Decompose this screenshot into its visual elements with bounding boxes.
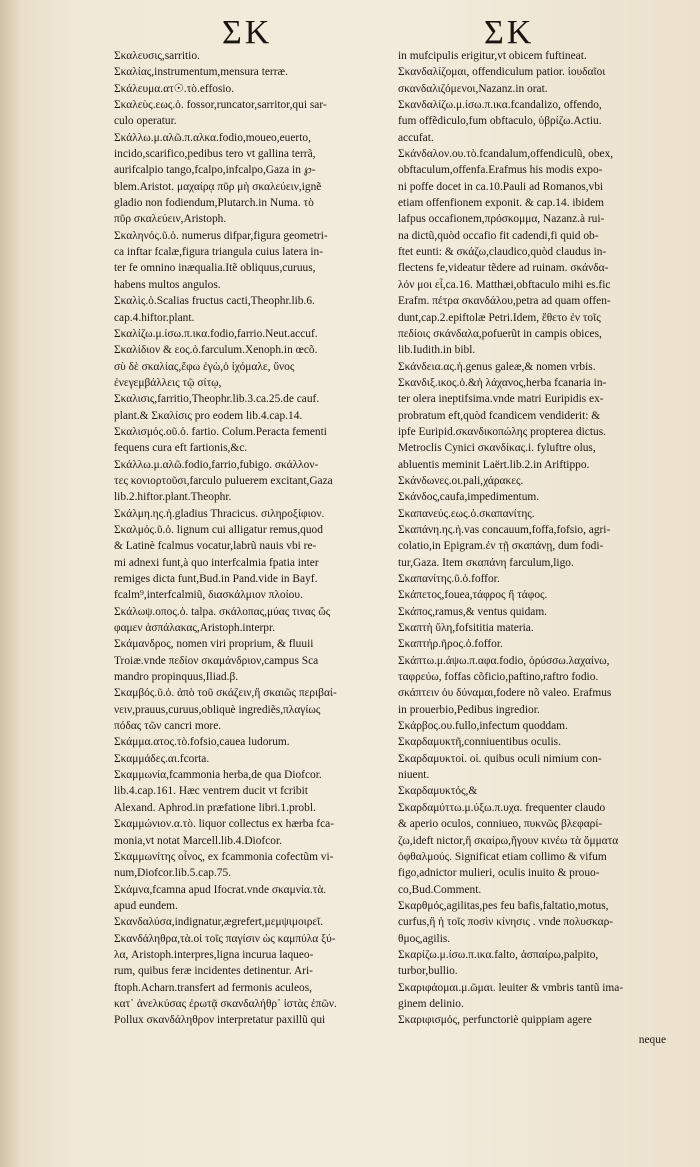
text-line: Erafm. πέτρα σκανδάλου,petra ad quam offen- [398,295,611,308]
text-line: ἐνεγεμβάλλεις τῷ σίτῳ, [114,376,222,389]
text-line: κατ᾽ ἀνελκύσας ἐρωτᾷ σκανδαλήθρ᾽ ἱστὰς ἐπῶν. [114,997,337,1010]
text-line: Σκάλλω.μ.αλῶ.π.αλκα.fodio,moueo,euerto, [114,131,311,144]
text-line: σκάπτειν ὀυ δύναμαι,fodere nõ valeo. Erafmus [398,687,612,700]
text-line: accufat. [398,131,434,144]
text-line: Σκαμβός.ῦ.ὁ. ἀπὸ τοῦ σκάζειν,ἢ σκαιῶς περιβαί- [114,687,337,700]
text-line: Σκαλισμός.οῦ.ὁ. fartio. Colum.Peracta fementi [114,425,327,438]
text-line: Σκαπανεύς.εως.ὁ.σκαπανίτης. [398,507,535,520]
text-line: in prouerbio,Pedibus ingredior. [398,703,540,716]
left-column [114,48,382,1029]
text-line: fum offẽdiculo,fum obftaculo, ὑβρίζω.Actiu. [398,115,602,128]
text-line: Σκάμνα,fcamna apud Ifocrat.vnde σκαμνία.τὰ. [114,883,327,896]
text-line: fequens cura eft fartionis,&c. [114,442,248,455]
text-line: etiam offenfionem exponit. & cap.14. ibidem [398,197,605,210]
text-line: Σκαρδαμυκτῆ,conniuentibus oculis. [398,736,561,749]
text-line: Σκαλὶς.ὁ.Scalias fructus cacti,Theophr.lib.6. [114,295,315,308]
text-line: Σκαλίας,instrumentum,mensura terræ. [114,66,288,79]
text-line: Σκαριφισμός, perfunctoriè quippiam agere [398,1014,592,1027]
text-line: ter fe omnino inæqualia.Itẽ obliquus,curuus, [114,262,316,275]
text-line: ftet eunti: & σκάζω,claudico,quòd claudus in- [398,246,607,259]
text-line: Σκαλισις,farritio,Theophr.lib.3.ca.25.de cauf. [114,393,320,406]
catchword: neque [638,1034,666,1046]
text-line: niuent. [398,769,430,782]
text-line: Σκάρβος.ου.fullo,infectum quoddam. [398,720,568,733]
text-line: Σκαπτὴ ὕλη,fofsititia materia. [398,622,534,635]
text-line: culo operatur. [114,115,177,128]
text-line: lib.2.hiftor.plant.Theophr. [114,491,232,504]
text-line: πόδας τῶν cancri more. [114,720,222,733]
text-line: rum, quibus feræ incidentes detinentur. Ari- [114,965,313,978]
text-line: θμος,agilis. [398,932,451,945]
text-line: Σκαλμός.ῦ.ὁ. lignum cui alligatur remus,quod [114,523,323,536]
text-line: Σκαρδαμυκτοί. οἱ. quibus oculi nimium con- [398,752,602,765]
right-column [398,48,666,1029]
text-line: lib.4.cap.161. Hæc ventrem ducit vt fcribit [114,785,308,798]
text-line: Σκάνδωνες.οι.pali,χάρακες. [398,474,524,487]
text-line: Σκαριφάομαι.μ.ῶμαι. leuiter & vmbris tantũ ima- [398,981,624,994]
text-line: ipfe Euripid.σκανδικοπώλης propterea dictus. [398,425,606,438]
text-line: habens multos angulos. [114,278,221,291]
text-line: Σκάλευμα.ατ☉.τὸ.effosio. [114,82,235,95]
text-line: gladio non fodiendum,Plutarch.in Numa. τὸ [114,197,314,210]
text-line: & aperio oculos, conniueo, πυκνῶς βλεφαρί- [398,818,603,831]
text-line: σὺ δὲ σκαλίας,ἔφω ἐγὼ,ὁ ἰχόμαλε, ὕνος [114,360,295,373]
text-line: πῦρ σκαλεύειν,Aristoph. [114,213,227,226]
text-line: obftaculum,offenfa.Erafmus his modis expo- [398,164,603,177]
text-line: Σκάπος,ramus,& ventus quidam. [398,605,548,618]
text-line: τες κονιορτοῦσι,farculo puluerem excitant,Gaza [114,474,333,487]
text-line: Σκάπετος,fouea,τάφρος ἢ τάφος. [398,589,548,602]
text-line: Σκανδάληθρα,τὰ.οἱ τοῖς παγίσιν ὡς καμπύλα ξύ- [114,932,336,945]
text-line: φαμεν ἀσπάλακας,Aristoph.interpr. [114,622,276,635]
text-line: Σκανδαλίζω.μ.ίσω.π.ικα.fcandalizo, offendo, [398,99,602,112]
text-line: Σκανδαλύσα,indignatur,ægrefert,μεμψιμοιρεῖ. [114,916,324,929]
text-line: ni poffe docet in ca.10.Pauli ad Romanos,vbi [398,180,604,193]
text-line: Σκαπανίτης.ῦ.ὁ.foffor. [398,573,500,585]
running-head-left: ΣΚ [222,14,273,51]
text-line: tur,Gaza. Item σκαπάνη farculum,ligo. [398,556,574,569]
text-line: probratum eft,quòd fcandicem vendiderit: & [398,409,601,422]
text-line: Σκαλίζω.μ.ίσω.π.ικα.fodio,farrio.Neut.accuf. [114,327,318,340]
text-line: colatio,in Epigram.ἐν τῇ σκαπάνῃ, dum fodi- [398,540,604,553]
text-line: Σκαρίζω.μ.ίσω.π.ικα.falto, ἀσπαίρω,palpito, [398,948,599,961]
text-line: Σκαμμωνίτης οἶνος, ex fcammonia cofectũm vi- [114,850,334,863]
text-line: ζω,ideft nictor,ἢ σκαίρω,ἤγουν κινέω τὰ ὄμματα [398,834,619,847]
text-line: fcalm⁹,interfcalmiũ, διασκάλμιον πλοίου. [114,589,303,602]
text-line: Σκαμμωνία,fcammonia herba,de qua Diofcor. [114,769,322,782]
text-line: νειν,prauus,curuus,obliquè ingrediẽs,πλαγίως [114,703,321,716]
text-line: σκανδαλιζόμενοι,Nazanz.in orat. [398,82,548,95]
text-line: blem.Aristot. μαχαίρᾳ πῦρ μὴ σκαλεύειν,ignẽ [114,180,322,193]
text-line: Σκαρδαμυκτός,& [398,785,478,798]
text-line: Σκαλίδιον & εος.ὁ.farculum.Xenoph.in œcõ. [114,344,318,357]
text-line: πεδίοις σκάνδαλα,pofuerũt in campis obices, [398,327,602,340]
text-line: remiges dicta funt,Bud.in Pand.vide in Bayf. [114,573,318,585]
text-line: ginem delinio. [398,997,464,1010]
text-line: flectens fe,videatur tẽdere ad ruinam. σκάνδα- [398,262,609,275]
running-head-right: ΣΚ [484,14,535,51]
text-line: plant.& Σκαλίσις pro eodem lib.4.cap.14. [114,409,303,422]
text-line: in mufcipulis erigitur,vt obicem fuftineat. [398,50,587,62]
text-line: ter olera ineptifsima.vnde matri Euripidis ex- [398,393,604,406]
text-line: num,Diofcor.lib.5.cap.75. [114,867,232,880]
text-line: & Latinè fcalmus vocatur,labrũ nauis vbi re- [114,540,317,553]
text-line: mandro propinquus,Iliad.β. [114,671,239,684]
text-line: Pollux σκανδάληθρον interpretatur paxillũ qui [114,1014,326,1027]
text-line: aurifcalpio tango,fcalpo,infcalpo,Gaza in ℘- [114,164,316,177]
text-line: Σκαλευσις,sarritio. [114,50,200,62]
text-line: Metroclis Cynici σκανδίκας.i. fyluftre olus, [398,442,596,455]
text-line: cap.4.hiftor.plant. [114,311,195,324]
text-line: ca inftar fcalæ,figura triangula cuius latera in- [114,246,324,259]
text-line: abluentis meminit Laërt.lib.2.in Ariftippo. [398,458,590,471]
text-line: Σκάπτω.μ.άψω.π.αφα.fodio, ὀρύσσω.λαχαίνω, [398,654,610,667]
text-line: Σκαληνός.ῦ.ὁ. numerus difpar,figura geometri- [114,229,328,242]
text-line: Σκαλεὺς.εως.ὁ. fossor,runcator,sarritor,qui sar- [114,99,327,112]
text-line: turbor,bullio. [398,965,458,978]
text-line: Σκαπάνη.ης.ἡ.vas concauum,foffa,fofsio, agri- [398,523,611,536]
text-line: ταφρεύω, foffas cõficio,paftino,raftro fodio. [398,671,599,684]
text-line: Σκάλλω.μ.αλῶ.fodio,farrio,fubigo. σκάλλον- [114,458,319,471]
text-line: Σκαπτήρ.ῆρος.ὁ.foffor. [398,638,503,651]
text-line: lib.Iudith.in bibl. [398,344,476,357]
text-line: Σκάμανδρος, nomen viri proprium, & fluuii [114,638,314,651]
text-line: lafpus occafionem,πρόσκομμα, Nazanz.à rui- [398,213,605,226]
text-line: λόν μοι εἶ,ca.16. Matthæi,obftaculo mihi es.fic [398,278,611,291]
text-line: Σκάνδαλον.ου.τὸ.fcandalum,offendiculũ, obex, [398,148,614,161]
text-line: Σκάνδος,caufa,impedimentum. [398,491,540,504]
text-line: Σκαμμάδες.αι.fcorta. [114,752,210,765]
text-line: Σκάλμη.ης.ἡ.gladius Thracicus. σιληροξίφιον. [114,507,325,520]
text-line: dunt,cap.2.epiftolæ Petri.Idem, ἔθετο ἐν τοῖς [398,311,601,324]
text-line: incido,scarifico,pedibus tero vt gallina terrã, [114,148,316,161]
text-line: figo,adnictor mulieri, oculis inuito & prouo- [398,867,600,880]
text-line: apud eundem. [114,899,178,912]
text-line: Troiæ.vnde πεδίον σκαμάνδριον,campus Sca [114,654,319,667]
text-line: curfus,ἢ ἡ τοῖς ποσὶν κίνησις . vnde πολυσκαρ- [398,916,614,929]
text-line: ὀφθαλμούς. Significat etiam collimo & vifum [398,850,607,863]
text-line: Σκανδιξ.ικος.ὁ.&ἡ λάχανος,herba fcanaria in- [398,376,607,389]
text-line: Σκάνδεια.ας.ἡ.genus galeæ,& nomen vrbis. [398,360,596,373]
text-line: monia,vt notat Marcell.lib.4.Diofcor. [114,834,282,847]
text-line: Σκάλωψ.οπος.ὁ. talpa. σκάλοπας,μύας τινας ὥς [114,605,331,618]
text-line: Σκαρδαμύττω.μ.ύξω.π.υχα. frequenter claudo [398,801,606,814]
text-line: λα, Aristoph.interpres,ligna incurua laqueo- [114,948,314,961]
text-line: co,Bud.Comment. [398,883,482,896]
text-line: Σκαμμώνιον.α.τὸ. liquor collectus ex hærba fca- [114,818,335,831]
text-line: Σκάμμα.ατος.τὸ.fofsio,cauea ludorum. [114,736,290,749]
text-line: Σκανδαλίζομαι, offendiculum patior. ἰουδαῖοι [398,66,606,79]
text-line: na dictũ,quòd occafio fit cadendi,fi quid ob- [398,229,599,242]
text-line: mi adnexi funt,à quo interfcalmia fpatia inter [114,556,319,569]
text-line: Alexand. Aphrod.in præfatione libri.1.probl. [114,801,316,814]
text-line: Σκαρθμός,agilitas,pes feu bafis,faltatio,motus, [398,899,609,912]
text-line: ftoph.Acharn.transfert ad fermonis aculeos, [114,981,312,994]
